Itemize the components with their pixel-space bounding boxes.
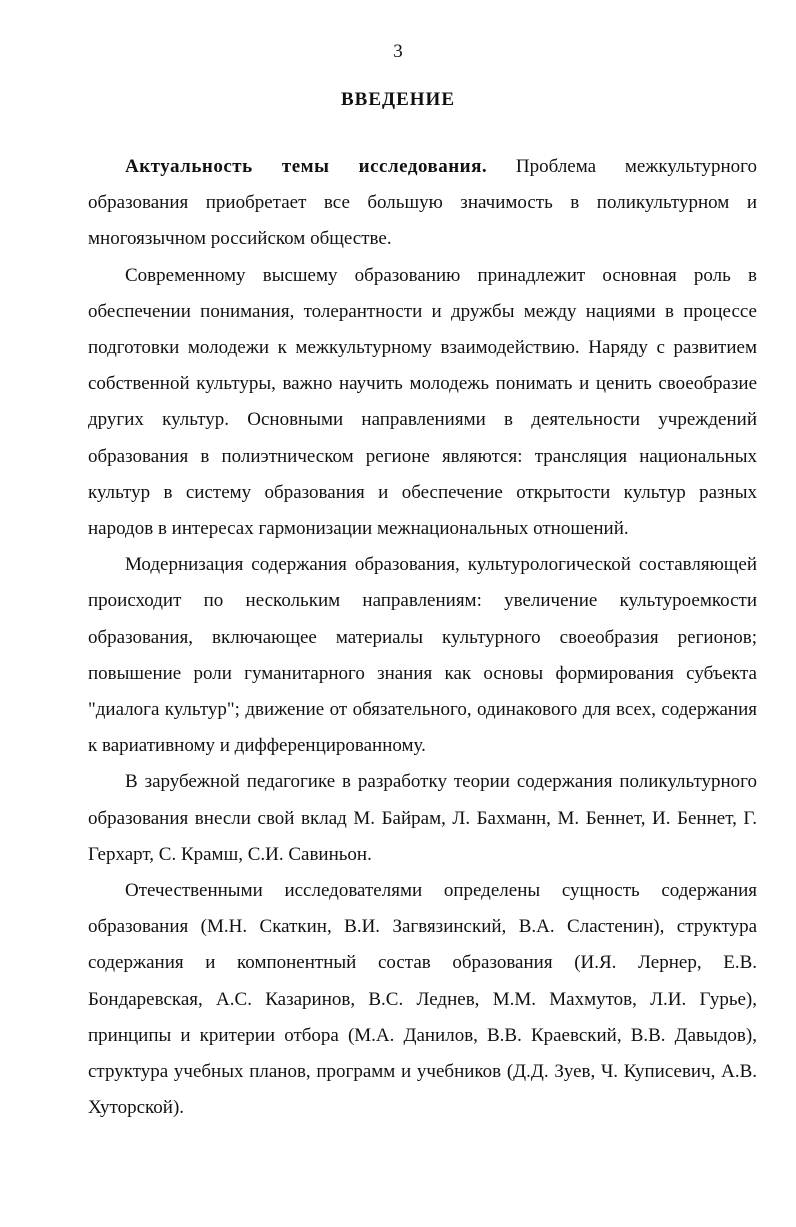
paragraph-4 bbox=[88, 764, 757, 873]
paragraph-5 bbox=[88, 873, 757, 1126]
document-body bbox=[88, 149, 757, 1126]
paragraph-text: В зарубежной педагогике в разработку теории содержания поликультурного образования внесли свой вклад М. Байрам, Л. Бахманн, М. Беннет, И. Беннет, Г. Герхарт, С. Крамш, С.И. Савиньон. bbox=[88, 771, 757, 865]
page-title: ВВЕДЕНИЕ bbox=[341, 89, 455, 110]
paragraph-lead: Актуальность темы исследования. bbox=[125, 156, 488, 177]
paragraph-2 bbox=[88, 258, 757, 548]
paragraph-3 bbox=[88, 547, 757, 764]
paragraph-1 bbox=[88, 149, 757, 258]
paragraph-text: Модернизация содержания образования, культурологической составляющей происходит по нескольким направлениям: увеличение культуроемкости образования, включающее материалы культурного своеобразия регионов; повышение роли гуманитарного знания как основы формирования субъекта "диалога культур"; движение от обязательного, одинакового для всех, содержания к вариативному и дифференцированному. bbox=[88, 554, 757, 757]
paragraph-text: Отечественными исследователями определены сущность содержания образования (М.Н. Скаткин, В.И. Загвязинский, В.А. Сластенин), структура содержания и компонентный состав образования (И.Я. Лернер, Е.В. Бондаревская, А.С. Казаринов, В.С. Леднев, М.М. Махмутов, Л.И. Гурье), принципы и критерии отбора (М.А. Данилов, В.В. Краевский, В.В. Давыдов), структура учебных планов, программ и учебников (Д.Д. Зуев, Ч. Куписевич, А.В. Хуторской). bbox=[88, 880, 757, 1119]
paragraph-text: Современному высшему образованию принадлежит основная роль в обеспечении понимания, толерантности и дружбы между нациями в процессе подготовки молодежи к межкультурному взаимодействию. Наряду с развитием собственной культуры, важно научить молодежь понимать и ценить своеобразие других культур. Основными направлениями в деятельности учреждений образования в полиэтническом регионе являются: трансляция национальных культур в систему образования и обеспечение открытости культур разных народов в интересах гармонизации межнациональных отношений. bbox=[88, 264, 757, 540]
page-number: 3 bbox=[393, 41, 403, 62]
paragraph-text: Проблема межкультурного образования приобретает все большую значимость в поликультурном и многоязычном российском обществе. bbox=[88, 156, 757, 250]
